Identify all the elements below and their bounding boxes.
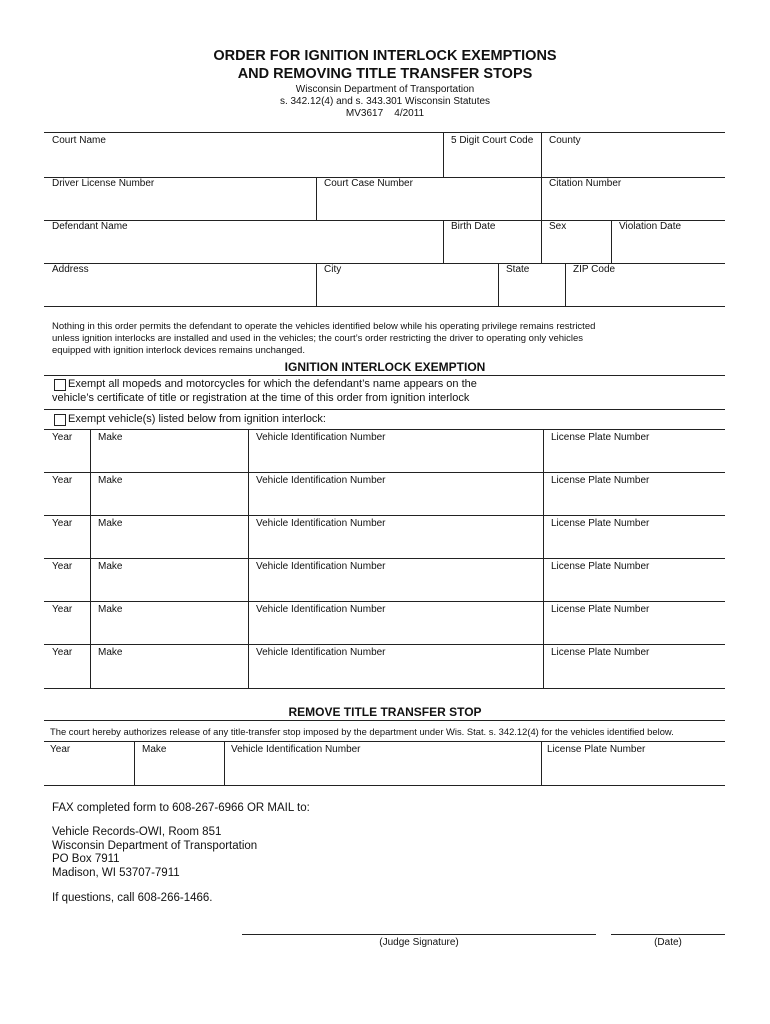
vehicle-plate-field[interactable]: License Plate Number xyxy=(551,561,650,572)
exempt-mopeds-checkbox[interactable] xyxy=(54,379,66,391)
violation-date-field[interactable]: Violation Date xyxy=(619,221,682,232)
birth-date-field[interactable]: Birth Date xyxy=(451,221,496,232)
vehicle-year-field[interactable]: Year xyxy=(52,604,73,615)
title-stop-plate-field[interactable]: License Plate Number xyxy=(547,744,646,755)
form-number: MV3617 xyxy=(345,108,384,119)
title-stop-year-field[interactable]: Year xyxy=(50,744,71,755)
mailing-address xyxy=(52,826,257,880)
address-line: Vehicle Records-OWI, Room 851 xyxy=(52,826,222,838)
vehicle-make-field[interactable]: Make xyxy=(98,432,123,443)
exempt-vehicles-checkbox[interactable] xyxy=(54,414,66,426)
vehicle-vin-field[interactable]: Vehicle Identification Number xyxy=(256,561,386,572)
vehicle-year-field[interactable]: Year xyxy=(52,647,73,658)
title-stop-heading: REMOVE TITLE TRANSFER STOP xyxy=(288,705,482,719)
vehicle-make-field[interactable]: Make xyxy=(98,561,123,572)
exempt-mopeds-label-line1: Exempt all mopeds and motorcycles for which the defendant’s name appears on the xyxy=(68,378,477,390)
vehicle-year-field[interactable]: Year xyxy=(52,475,73,486)
vehicle-vin-field[interactable]: Vehicle Identification Number xyxy=(256,647,386,658)
court-case-field[interactable]: Court Case Number xyxy=(324,178,413,189)
notice-line: equipped with ignition interlock devices remains unchanged. xyxy=(52,345,305,356)
vehicle-vin-field[interactable]: Vehicle Identification Number xyxy=(256,518,386,529)
vehicle-vin-field[interactable]: Vehicle Identification Number xyxy=(256,475,386,486)
exempt-mopeds-label-line2: vehicle’s certificate of title or registration at the time of this order from ignition interlock xyxy=(52,392,470,404)
judge-signature-line[interactable] xyxy=(242,934,596,935)
grid-line xyxy=(44,263,725,264)
vehicle-vin-field[interactable]: Vehicle Identification Number xyxy=(256,432,386,443)
vehicle-plate-field[interactable]: License Plate Number xyxy=(551,518,650,529)
address-line: PO Box 7911 xyxy=(52,853,120,865)
sex-field[interactable]: Sex xyxy=(549,221,567,232)
vehicle-plate-field[interactable]: License Plate Number xyxy=(551,604,650,615)
fax-instructions: FAX completed form to 608-267-6966 OR MAIL to: xyxy=(52,802,310,814)
title-stop-statement: The court hereby authorizes release of any title-transfer stop imposed by the department under Wis. Stat. s. 342.12(4) for the vehicles identified below. xyxy=(50,726,674,737)
statutes-reference: s. 342.12(4) and s. 343.301 Wisconsin Statutes xyxy=(279,96,491,107)
vehicle-make-field[interactable]: Make xyxy=(98,518,123,529)
title-stop-make-field[interactable]: Make xyxy=(142,744,167,755)
grid-line xyxy=(44,306,725,307)
address-field[interactable]: Address xyxy=(52,264,89,275)
grid-line xyxy=(44,132,725,133)
exempt-vehicles-label: Exempt vehicle(s) listed below from ignition interlock: xyxy=(68,413,326,425)
vehicle-make-field[interactable]: Make xyxy=(98,604,123,615)
zip-code-field[interactable]: ZIP Code xyxy=(573,264,616,275)
title-stop-vin-field[interactable]: Vehicle Identification Number xyxy=(231,744,361,755)
questions-phone: If questions, call 608-266-1466. xyxy=(52,892,213,904)
court-name-field[interactable]: Court Name xyxy=(52,135,106,146)
form-revision-date: 4/2011 xyxy=(394,108,425,119)
vehicle-make-field[interactable]: Make xyxy=(98,475,123,486)
vehicle-make-field[interactable]: Make xyxy=(98,647,123,658)
address-line: Madison, WI 53707-7911 xyxy=(52,866,180,879)
county-field[interactable]: County xyxy=(549,135,581,146)
notice-line: unless ignition interlocks are installed and used in the vehicles; the court’s order restricting the driver to operating only vehicles xyxy=(52,333,584,344)
judge-signature-label: (Judge Signature) xyxy=(379,937,459,948)
defendant-name-field[interactable]: Defendant Name xyxy=(52,221,128,232)
driver-license-field[interactable]: Driver License Number xyxy=(52,178,155,189)
signature-date-line[interactable] xyxy=(611,934,725,935)
vehicle-year-field[interactable]: Year xyxy=(52,561,73,572)
city-field[interactable]: City xyxy=(324,264,342,275)
date-label: (Date) xyxy=(654,937,682,948)
vehicle-plate-field[interactable]: License Plate Number xyxy=(551,432,650,443)
address-line: Wisconsin Department of Transportation xyxy=(52,839,258,852)
vehicle-vin-field[interactable]: Vehicle Identification Number xyxy=(256,604,386,615)
vehicle-year-field[interactable]: Year xyxy=(52,432,73,443)
form-id xyxy=(0,108,770,120)
ignition-heading: IGNITION INTERLOCK EXEMPTION xyxy=(284,360,486,374)
agency-name: Wisconsin Department of Transportation xyxy=(295,84,475,95)
form-title-line2: AND REMOVING TITLE TRANSFER STOPS xyxy=(237,66,533,82)
form-title-line1: ORDER FOR IGNITION INTERLOCK EXEMPTIONS xyxy=(213,48,557,64)
notice-paragraph xyxy=(52,321,732,357)
vehicle-plate-field[interactable]: License Plate Number xyxy=(551,647,650,658)
court-code-field[interactable]: 5 Digit Court Code xyxy=(451,135,534,146)
state-field[interactable]: State xyxy=(506,264,530,275)
notice-line: Nothing in this order permits the defendant to operate the vehicles identified below while his operating privilege remains restricted xyxy=(52,321,596,332)
vehicle-plate-field[interactable]: License Plate Number xyxy=(551,475,650,486)
vehicle-year-field[interactable]: Year xyxy=(52,518,73,529)
citation-field[interactable]: Citation Number xyxy=(549,178,622,189)
